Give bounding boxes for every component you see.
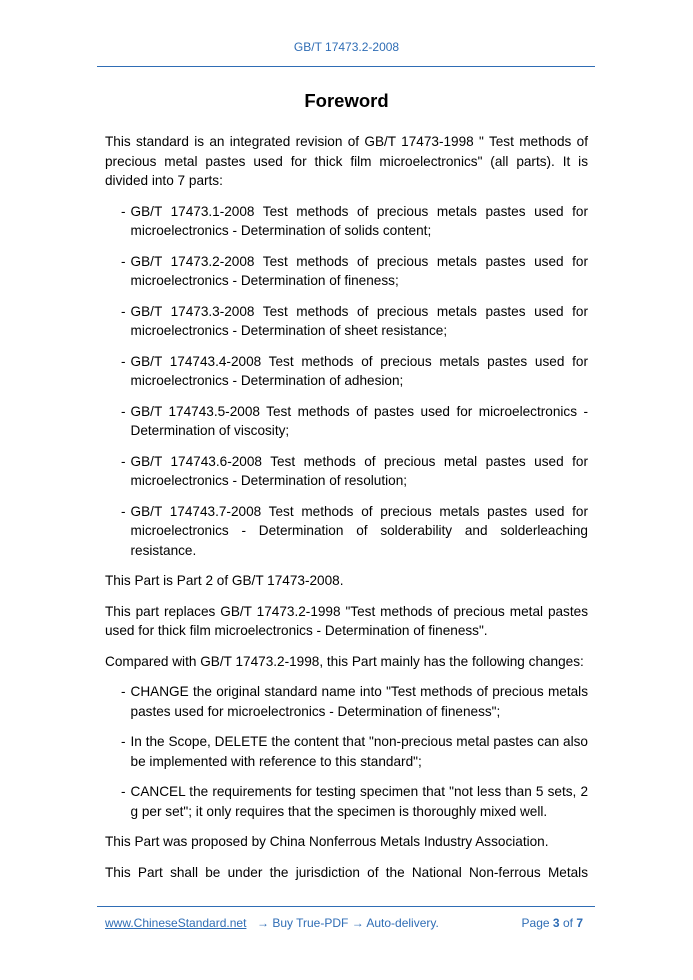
part-item-6: GB/T 174743.6-2008 Test methods of precious metal pastes used for microelectronics - Determination of resolution; [130,453,588,488]
list-dash: - [121,403,126,419]
page-total: 7 [576,916,583,930]
header-divider [97,66,595,67]
page-footer [105,916,588,934]
list-dash: - [121,784,126,799]
website-link[interactable]: www.ChineseStandard.net [105,916,247,930]
page-header [0,40,693,54]
part-item-4: GB/T 174743.4-2008 Test methods of precious metals pastes used for microelectronics - Determination of adhesion; [130,353,588,388]
change-item-1: CHANGE the original standard name into "Test methods of precious metals pastes used for microelectronics - Determination of fineness"; [130,684,588,719]
footer-divider [97,906,595,907]
jurisdiction-paragraph: This Part shall be under the jurisdiction of the National Non-ferrous Metals [105,864,588,880]
page-indicator [522,916,583,930]
list-item [121,682,588,721]
list-dash: - [121,353,126,369]
change-item-2: In the Scope, DELETE the content that "non-precious metal pastes can also be implemented with reference to this standard"; [130,734,588,769]
proposed-by: This Part was proposed by China Nonferrous Metals Industry Association. [105,834,549,849]
list-dash: - [121,684,126,699]
list-item [121,782,588,821]
list-item [121,202,588,241]
list-item [121,252,588,291]
list-dash: - [121,503,126,519]
part-statement: This Part is Part 2 of GB/T 17473-2008. [105,573,344,588]
part-item-1: GB/T 17473.1-2008 Test methods of precious metals pastes used for microelectronics - Determination of solids content; [130,203,588,238]
list-item [121,452,588,491]
list-dash: - [121,453,126,469]
list-item [121,352,588,391]
document-body [105,132,588,882]
list-item [121,302,588,341]
list-item [121,402,588,441]
list-item [121,732,588,771]
page-label: Page [521,916,550,930]
changes-intro: Compared with GB/T 17473.2-1998, this Part mainly has the following changes: [105,653,584,669]
change-item-3: CANCEL the requirements for testing specimen that "not less than 5 sets, 2 g per set"; it only requires that the specimen is thoroughly mixed well. [130,784,588,819]
intro-paragraph: This standard is an integrated revision of GB/T 17473-1998 " Test methods of precious metal pastes used for thick film microelectronics" (all parts). It is divided into 7 parts: [105,134,588,188]
replaces-paragraph: This part replaces GB/T 17473.2-1998 "Test methods of precious metal pastes used for thick film microelectronics - Determination of fineness". [105,603,588,638]
list-dash: - [121,203,126,219]
page-title: Foreword [304,90,389,111]
list-dash: - [121,303,126,319]
part-item-7: GB/T 174743.7-2008 Test methods of precious metals pastes used for microelectronics - Determination of solderability and solderleaching resistance. [130,503,588,558]
document-id: GB/T 17473.2-2008 [293,40,400,54]
part-item-2: GB/T 17473.2-2008 Test methods of precious metals pastes used for microelectronics - Determination of fineness; [130,253,588,288]
page-current: 3 [552,916,560,930]
part-item-5: GB/T 174743.5-2008 Test methods of pastes used for microelectronics - Determination of viscosity; [130,403,588,438]
page-of: of [562,916,573,930]
list-dash: - [121,734,126,749]
list-item [121,502,588,561]
list-dash: - [121,253,126,269]
promo-text: → Buy True-PDF → Auto-delivery. [257,916,439,930]
part-item-3: GB/T 17473.3-2008 Test methods of precious metals pastes used for microelectronics - Determination of sheet resistance; [130,303,588,338]
